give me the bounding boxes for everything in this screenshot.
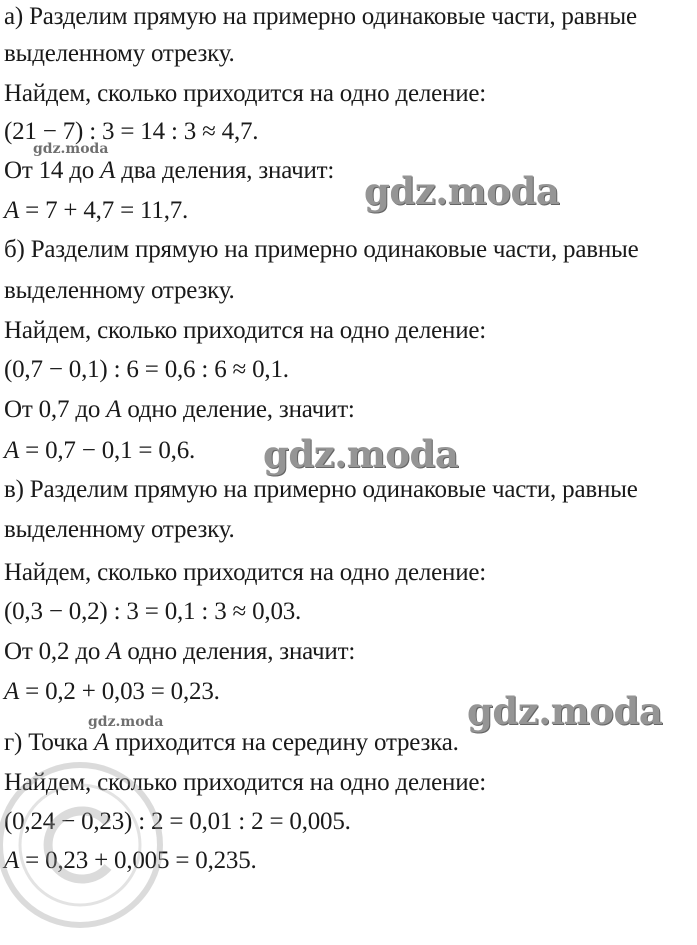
section-a-line-2: выделенному отрезку. [4, 40, 235, 67]
section-v-line-5-pre: От 0,2 до [4, 638, 107, 665]
section-a-line-6-post: = 7 + 4,7 = 11,7. [19, 197, 189, 224]
section-v-line-2: выделенному отрезку. [4, 516, 235, 543]
section-b-line-5-pre: От 0,7 до [4, 396, 107, 423]
section-b-line-2: выделенному отрезку. [4, 277, 235, 304]
section-v-line-5-post: одно деления, значит: [121, 638, 356, 665]
section-b-line-4: (0,7 − 0,1) : 6 = 0,6 : 6 ≈ 0,1. [4, 356, 289, 383]
section-a-line-6 [4, 196, 188, 226]
section-a-line-5 [4, 156, 334, 186]
section-a-line-5-post: два деления, значит: [115, 157, 335, 184]
watermark-small: gdz.moda [88, 714, 164, 730]
section-b-line-6-post: = 0,7 − 0,1 = 0,6. [19, 437, 196, 464]
section-a-line-4: (21 − 7) : 3 = 14 : 3 ≈ 4,7. [4, 118, 259, 145]
variable-a: A [106, 396, 122, 423]
section-a-line-3: Найдем, сколько приходится на одно деление: [4, 80, 487, 107]
variable-a: A [4, 197, 20, 224]
section-v-line-6 [4, 677, 220, 707]
section-g-line-4-post: = 0,23 + 0,005 = 0,235. [19, 847, 257, 874]
section-v-line-1: в) Разделим прямую на примерно одинаковые части, равные [4, 476, 638, 503]
section-b-line-6 [4, 436, 195, 466]
watermark-large: gdz.moda [364, 169, 560, 213]
section-g-line-2: Найдем, сколько приходится на одно деление: [4, 769, 487, 796]
copyright-seal-icon [0, 745, 180, 945]
section-g-line-1-pre: г) Точка [4, 729, 94, 756]
section-b-line-3: Найдем, сколько приходится на одно деление: [4, 317, 487, 344]
watermark-small: gdz.moda [33, 141, 109, 157]
variable-a: A [4, 437, 20, 464]
watermark-large: gdz.moda [467, 689, 663, 733]
section-b-line-5 [4, 395, 355, 425]
variable-a: A [106, 638, 122, 665]
section-b-line-5-post: одно деление, значит: [121, 396, 355, 423]
section-a-line-1: а) Разделим прямую на примерно одинаковые части, равные [4, 3, 637, 30]
section-a-line-5-pre: От 14 до [4, 157, 101, 184]
watermark-large: gdz.moda [263, 432, 459, 476]
section-g-line-1-post: приходится на середину отрезка. [109, 729, 459, 756]
variable-a: A [93, 729, 110, 756]
section-v-line-5 [4, 637, 355, 667]
section-v-line-6-post: = 0,2 + 0,03 = 0,23. [19, 678, 220, 705]
section-v-line-3: Найдем, сколько приходится на одно деление: [4, 559, 487, 586]
section-g-line-3: (0,24 − 0,23) : 2 = 0,01 : 2 = 0,005. [4, 808, 351, 835]
variable-a: A [4, 678, 20, 705]
section-b-line-1: б) Разделим прямую на примерно одинаковые части, равные [4, 236, 639, 263]
variable-a: A [100, 157, 116, 184]
section-v-line-4: (0,3 − 0,2) : 3 = 0,1 : 3 ≈ 0,03. [4, 598, 302, 625]
variable-a: A [4, 847, 20, 874]
